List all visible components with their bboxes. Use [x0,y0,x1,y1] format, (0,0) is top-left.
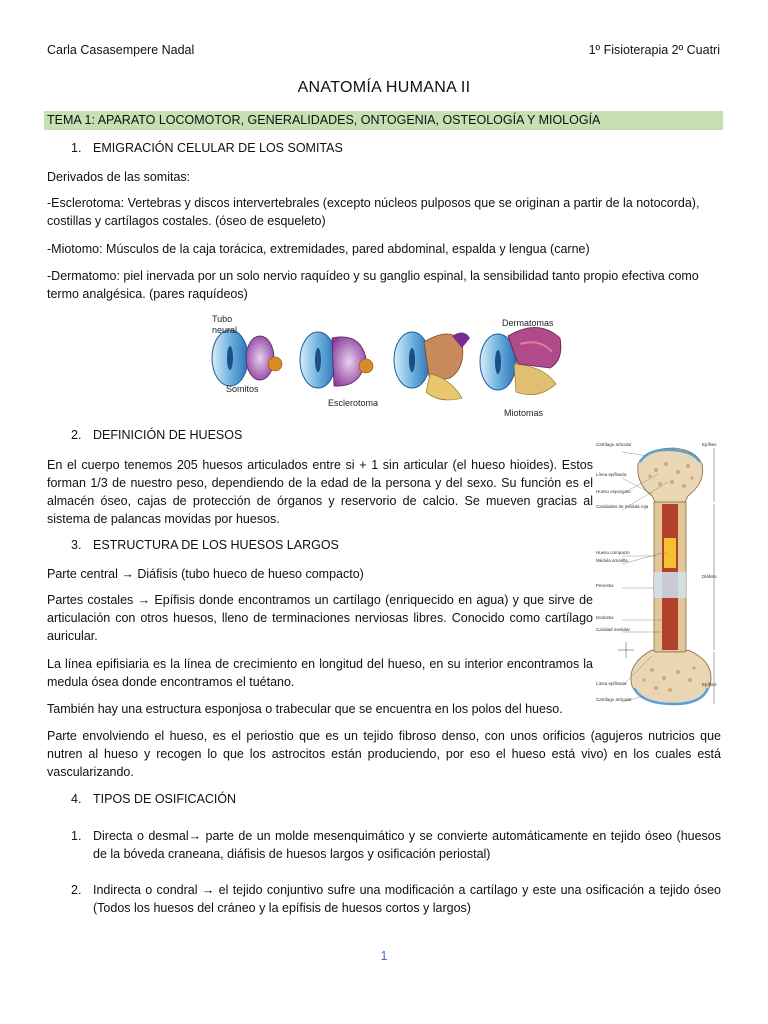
somitas-intro: Derivados de las somitas: [47,170,191,184]
label-miotomas: Miotomas [504,408,544,418]
label-linea-epifisaria-bottom: Línea epifisaria [596,681,627,686]
label-esclerotoma: Esclerotoma [328,398,379,408]
stage-3-differentiation [394,332,470,400]
stage-1-somitos [212,330,282,386]
label-diafisis: Diáfisis [702,574,717,579]
epifisis-paragraph: Partes costales → Epífisis donde encontramos un cartílago (enriquecido en agua) y que sirve de articulación con otros huesos, lleno de terminaciones nerviosas libres. Conocido como cartílago auricular. [47,593,593,643]
label-epifisis-top: Epífisis [702,442,717,447]
huesos-definition: En el cuerpo tenemos 205 huesos articulados entre si + 1 sin articular (el hueso hioides). Estos forman 1/3 de nuestro peso, dependiendo de la edad de la persona y del sexo. Su función es el almacén óseo, cajas de protección de órganos y reservorio de calcio. Se mueven gracias al sistema de palancas movidas por huesos. [47,458,593,526]
label-cavidades-medula-roja: Cavidades de médula roja [596,504,649,509]
stage-2-esclerotoma [300,332,373,388]
list-item-osificacion-indirecta [71,881,721,917]
label-hueso-esponjoso: Hueso esponjoso [596,489,631,494]
section-title: EMIGRACIÓN CELULAR DE LOS SOMITAS [93,141,343,155]
list-number: 2. [71,883,82,897]
section-heading-osificacion [71,792,236,806]
label-somitos: Somitos [226,384,259,394]
label-hueso-compacto: Hueso compacto [596,550,630,555]
orientation-compass-icon [618,642,634,658]
diafisis-line: Parte central → Diáfisis (tubo hueco de hueso compacto) [47,567,364,581]
miotomo-paragraph: -Miotomo: Músculos de la caja torácica, extremidades, pared abdominal, espalda y lengua (carne) [47,242,590,256]
page-number: 1 [380,949,388,963]
label-periostio: Periostio [596,583,614,588]
list-item-osificacion-directa [71,827,721,863]
section-title: ESTRUCTURA DE LOS HUESOS LARGOS [93,538,339,552]
list-text: Directa o desmal→ parte de un molde mesenquimático y se convierte automáticamente en tejido óseo (huesos de la bóveda craneana, diáfisis de huesos largos y osificación periostal) [93,829,721,861]
section-heading-huesos [71,428,242,442]
document-title: ANATOMÍA HUMANA II [297,79,471,96]
dermatomo-paragraph: -Dermatomo: piel inervada por un solo nervio raquídeo y su ganglio espinal, la sensibilidad tanto propio efectiva como termo analgésica. (pares raquídeos) [47,269,699,301]
section-number: 4. [71,792,82,806]
label-cartilago-articular-top: Cartílago articular [596,442,632,447]
label-medula-amarilla: Médula amarilla [596,558,628,563]
label-endostio: Endostio [596,615,614,620]
label-cavidad-medular: Cavidad medular [596,627,631,632]
somite-development-figure [200,308,570,420]
section-title: DEFINICIÓN DE HUESOS [93,428,243,442]
esponjosa-paragraph: También hay una estructura esponjosa o trabecular que se encuentra en los polos del hueso. [47,702,563,716]
label-tubo: Tubo [212,314,233,324]
section-heading-estructura [71,538,339,552]
long-bone-figure [596,442,724,710]
linea-epifisiaria-paragraph: La línea epifisiaria es la línea de crecimiento en longitud del hueso, en su interior encontramos la medula ósea donde encontramos el tuétano. [47,657,593,689]
header-course: 1º Fisioterapia 2º Cuatri [588,43,720,57]
stage-4-dermatomas-miotomas [480,327,561,394]
list-text: Indirecta o condral → el tejido conjuntivo sufre una modificación a cartílago y este una osificación a tejido óseo (Todos los huesos del cráneo y la epífisis de huesos cortos y largos) [93,883,721,915]
list-number: 1. [71,829,82,843]
periostio-paragraph: Parte envolviendo el hueso, es el periostio que es un tejido fibroso denso, con unos orificios (agujeros nutricios que nutren al hueso y recogen lo que los astrocitos están produciendo, por eso el hueso está vivo) en los cuales está vascularizando. [47,729,721,779]
header-author: Carla Casasempere Nadal [47,43,195,57]
section-number: 3. [71,538,82,552]
label-linea-epifisaria-top: Línea epifisaria [596,472,627,477]
label-neural: neural [212,325,238,335]
section-number: 2. [71,428,82,442]
label-epifisis-bottom: Epífisis [702,682,717,687]
section-title: TIPOS DE OSIFICACIÓN [93,792,237,806]
section-heading-somitas [71,141,343,155]
label-cartilago-articular-bottom: Cartílago articular [596,697,632,702]
esclerotoma-paragraph: -Esclerotoma: Vertebras y discos intervertebrales (excepto núcleos pulposos que se originan a partir de la notocorda), costillas y cartílagos costales. (óseo de esqueleto) [47,196,700,228]
theme-banner: TEMA 1: APARATO LOCOMOTOR, GENERALIDADES, ONTOGENIA, OSTEOLOGÍA Y MIOLOGÍA [44,111,723,130]
label-dermatomas: Dermatomas [502,318,554,328]
section-number: 1. [71,141,82,155]
